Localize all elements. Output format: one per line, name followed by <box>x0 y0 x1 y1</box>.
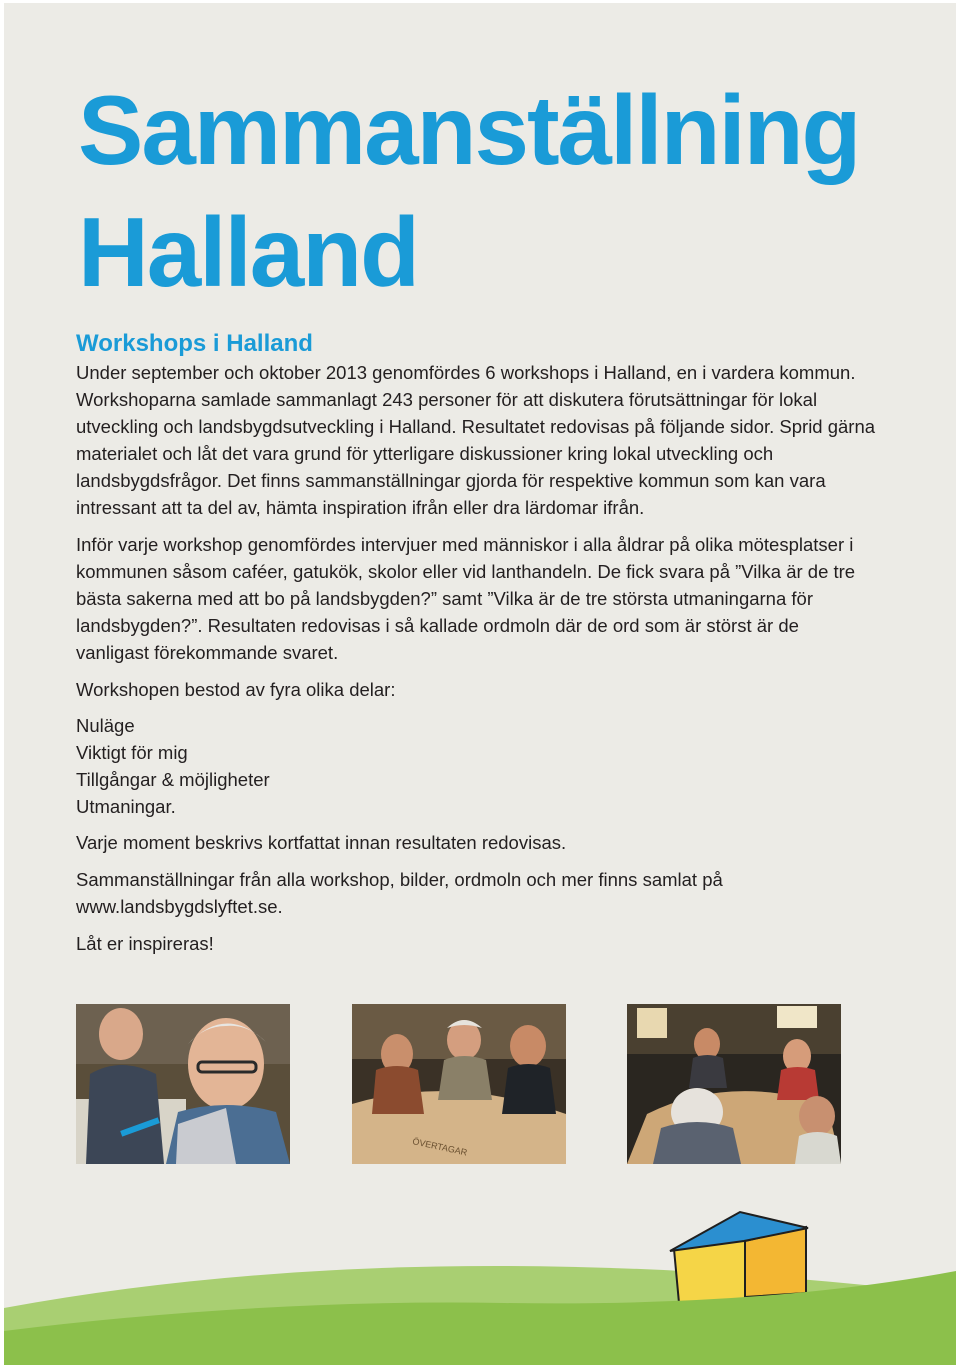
grass-hill <box>4 1271 956 1365</box>
workshop-part-item: Viktigt för mig <box>76 742 188 763</box>
page-title-line-2: Halland <box>78 197 418 307</box>
house-back-wall <box>745 1227 806 1297</box>
body-content <box>76 329 876 967</box>
closing-line: Låt er inspireras! <box>76 933 214 954</box>
moment-description: Varje moment beskrivs kortfattat innan resultaten redovisas. <box>76 832 567 853</box>
interview-paragraph: Inför varje workshop genomfördes intervjuer med människor i alla åldrar på olika mötesplatser i kommunen såsom caféer, gatukök, skolor eller vid lanthandeln. De fick svara på ”Vilka är de tre bästa sakerna med att bo på landsbygden?” samt ”Vilka är de tre största utmaningarna för landsbygden?”. Resultaten redovisas i så kallade ordmoln där de ord som är störst är de vanligast förekommande svaret. <box>76 534 856 663</box>
svg-text:ÖVERTAGAR: ÖVERTAGAR <box>411 1136 469 1158</box>
intro-paragraph: Under september och oktober 2013 genomfördes 6 workshops i Halland, en i vardera kommun. Workshoparna samlade sammanlagt 243 personer för att diskutera förutsättningar för lokal utveckling och landsbygdsutveckling i Halland. Resultatet redovisas på följande sidor. Sprid gärna materialet och låt det vara grund för ytterligare diskussioner kring lokal utveckling och landsbygdsfrågor. Det finns sammanställningar gjorda för respektive kommun som kan vara intressant att ta del av, hämta inspiration ifrån eller dra lärdomar ifrån. <box>76 362 876 518</box>
section-heading: Workshops i Halland <box>76 330 313 357</box>
workshop-part-item: Tillgångar & möjligheter <box>76 769 270 790</box>
house-roof <box>670 1212 808 1251</box>
workshop-part-item: Utmaningar. <box>76 796 176 817</box>
parts-intro: Workshopen bestod av fyra olika delar: <box>76 679 396 700</box>
page-title <box>78 69 859 313</box>
photo-workshop-men-writing <box>76 1004 290 1164</box>
website-paragraph: Sammanställningar från alla workshop, bilder, ordmoln och mer finns samlat på www.landsbygdslyftet.se. <box>76 869 723 917</box>
workshop-parts-list <box>76 712 876 820</box>
house-front-wall <box>674 1239 745 1303</box>
page-title-line-1: Sammanställning <box>78 75 860 185</box>
photo-workshop-group-table <box>352 1004 566 1164</box>
photo-workshop-hall-discussion <box>627 1004 841 1164</box>
workshop-part-item: Nuläge <box>76 715 135 736</box>
back-hill <box>4 1266 956 1365</box>
page <box>4 3 956 1365</box>
